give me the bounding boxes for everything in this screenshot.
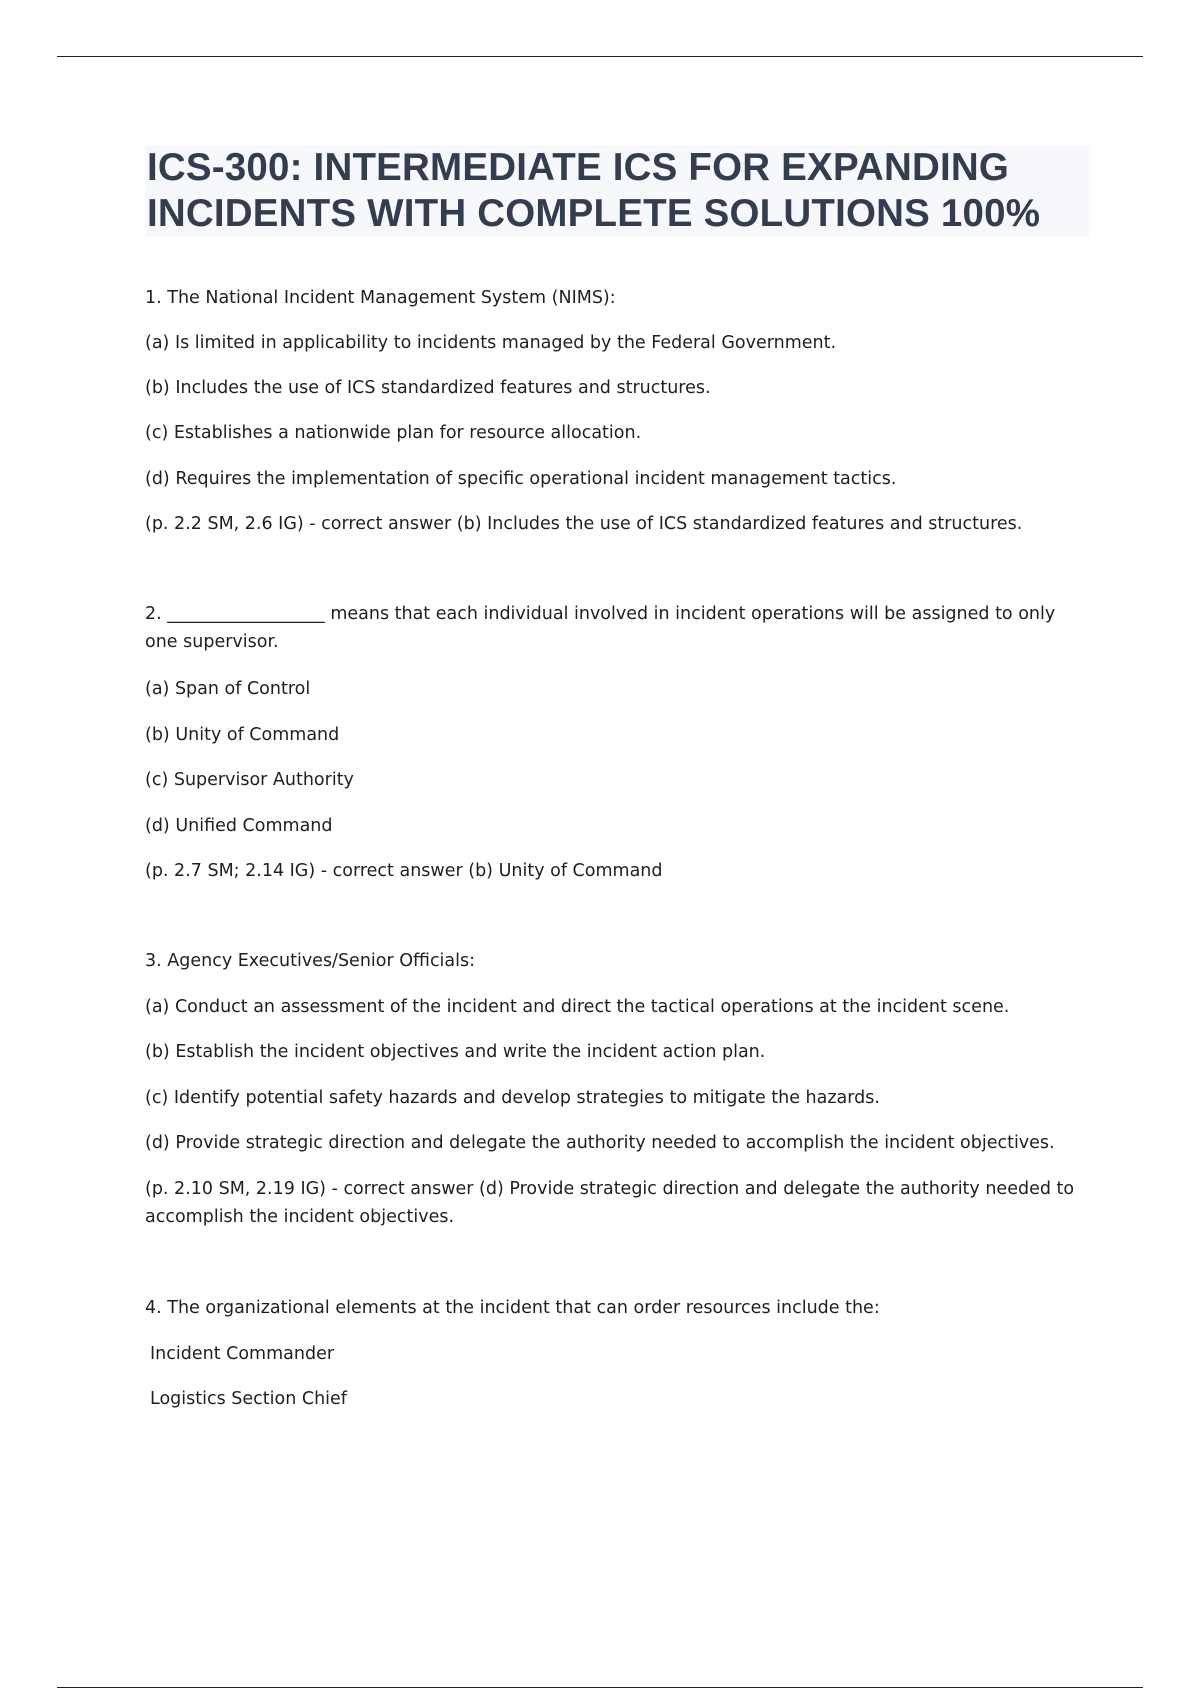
question-1-prompt: 1. The National Incident Management System (NIMS): bbox=[145, 288, 616, 308]
question-3-option-c: (c) Identify potential safety hazards and develop strategies to mitigate the hazards. bbox=[145, 1088, 880, 1108]
document-title: ICS-300: INTERMEDIATE ICS FOR EXPANDING INCIDENTS WITH COMPLETE SOLUTIONS 100% bbox=[147, 146, 1041, 235]
question-3-prompt: 3. Agency Executives/Senior Officials: bbox=[145, 951, 476, 971]
question-4-prompt: 4. The organizational elements at the incident that can order resources include the: bbox=[145, 1298, 880, 1318]
question-1-option-b: (b) Includes the use of ICS standardized features and structures. bbox=[145, 378, 711, 398]
question-4-item-1: Incident Commander bbox=[150, 1344, 335, 1364]
question-1-option-a: (a) Is limited in applicability to incidents managed by the Federal Government. bbox=[145, 333, 837, 353]
question-2-option-a: (a) Span of Control bbox=[145, 679, 311, 699]
question-4-item-2: Logistics Section Chief bbox=[150, 1389, 347, 1409]
question-1-option-d: (d) Requires the implementation of specific operational incident management tactics. bbox=[145, 469, 897, 489]
question-2-prompt: 2. __________________ means that each individual involved in incident operations will be assigned to only one supervisor. bbox=[145, 604, 1056, 652]
question-3-option-d: (d) Provide strategic direction and delegate the authority needed to accomplish the incident objectives. bbox=[145, 1133, 1055, 1153]
question-1-option-c: (c) Establishes a nationwide plan for resource allocation. bbox=[145, 423, 642, 443]
question-2-option-b: (b) Unity of Command bbox=[145, 725, 340, 745]
question-2-answer: (p. 2.7 SM; 2.14 IG) - correct answer (b) Unity of Command bbox=[145, 861, 663, 881]
bottom-rule bbox=[57, 1687, 1143, 1688]
top-rule bbox=[57, 56, 1143, 57]
question-1-answer: (p. 2.2 SM, 2.6 IG) - correct answer (b) Includes the use of ICS standardized features and structures. bbox=[145, 514, 1023, 534]
question-2-option-c: (c) Supervisor Authority bbox=[145, 770, 354, 790]
question-2-option-d: (d) Unified Command bbox=[145, 816, 333, 836]
question-3-answer: (p. 2.10 SM, 2.19 IG) - correct answer (d) Provide strategic direction and delegate the authority needed to accomplish the incident objectives. bbox=[145, 1179, 1075, 1227]
question-3-option-b: (b) Establish the incident objectives and write the incident action plan. bbox=[145, 1042, 766, 1062]
question-3-option-a: (a) Conduct an assessment of the incident and direct the tactical operations at the incident scene. bbox=[145, 997, 1010, 1017]
